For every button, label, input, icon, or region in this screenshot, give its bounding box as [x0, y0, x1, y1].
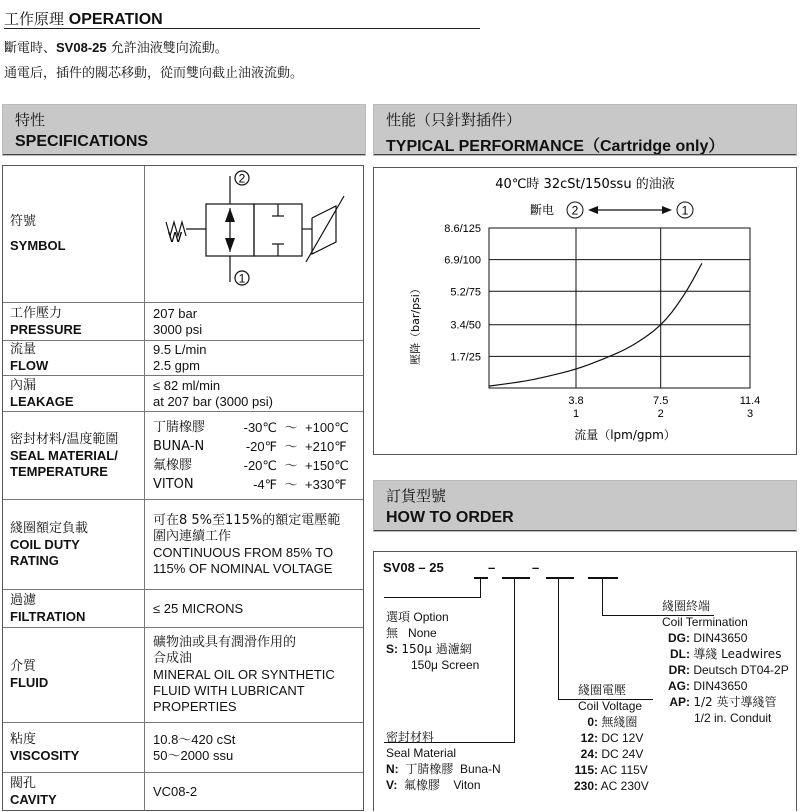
spec-label-viscosity-en: VISCOSITY — [10, 747, 80, 763]
seal-low: -30℃ — [243, 419, 277, 435]
seal-sep: ～ — [284, 457, 298, 473]
seal-v-en: Viton — [453, 778, 481, 792]
leader-option-h — [384, 597, 481, 598]
spec-value-seal — [153, 412, 359, 499]
coil-en-1: CONTINUOUS FROM 85% TO — [153, 544, 334, 560]
spec-label-symbol-en: SYMBOL — [10, 238, 66, 253]
spec-header-en: SPECIFICATIONS — [15, 133, 149, 150]
seal-high: +100℃ — [305, 419, 349, 435]
order-dash-2: – — [532, 560, 540, 575]
term-code: DR: — [668, 663, 690, 677]
seal-high: +330℉ — [305, 476, 347, 492]
seal-name: 氟橡膠 — [153, 457, 193, 473]
spec-label-viscosity — [3, 723, 145, 772]
voltage-code: 24: — [580, 747, 598, 761]
option-title-en: Option — [413, 610, 449, 624]
spec-label-seal-zh: 密封材料/温度範圍 — [10, 431, 119, 447]
option-title — [386, 610, 449, 625]
seal-title-zh — [386, 730, 434, 745]
spec-value-flow — [153, 341, 359, 375]
spec-label-filtration-zh: 過濾 — [10, 592, 37, 608]
chart-xtick-label-gpm: 1 — [572, 408, 580, 420]
voltage-title-en: Coil Voltage — [578, 699, 643, 713]
term-code: AG: — [668, 679, 690, 693]
term-title-zh-text: 綫圈終端 — [662, 599, 711, 613]
flow-lpm: 9.5 L/min — [153, 342, 207, 357]
spec-value-cavity — [153, 773, 359, 811]
spec-label-symbol-zh: 符號 — [10, 214, 37, 229]
option-s-code: S: — [386, 642, 398, 656]
seal-low: -20℉ — [245, 438, 277, 454]
operation-title-en: OPERATION — [68, 11, 163, 28]
spec-value-filtration — [153, 590, 359, 627]
leader-option-v — [480, 577, 481, 597]
seal-title-zh-text: 密封材料 — [386, 730, 435, 744]
term-item — [656, 695, 776, 710]
seal-row — [153, 418, 359, 437]
operation-line-1-prefix: 斷電時、 — [4, 41, 57, 56]
spec-label-cavity-en: CAVITY — [10, 792, 57, 807]
fluid-en-2: FLUID WITH LUBRICANT — [153, 683, 305, 698]
option-none — [386, 626, 437, 641]
operation-line-1 — [4, 37, 228, 56]
option-none-en: None — [408, 626, 437, 640]
viscosity-cst: 10.8～420 cSt — [153, 731, 236, 747]
spec-row-leakage — [3, 376, 363, 412]
spec-label-fluid — [3, 628, 145, 722]
flow-port-from: 2 — [571, 203, 579, 218]
spec-label-pressure-zh: 工作壓力 — [10, 305, 63, 321]
option-s-zh: 150μ 過濾網 — [401, 642, 472, 656]
spec-label-viscosity-zh: 粘度 — [10, 731, 37, 747]
term-title-en: Coil Termination — [662, 615, 748, 629]
order-dash-1: – — [488, 560, 496, 575]
spec-label-filtration — [3, 590, 145, 627]
term-item — [656, 663, 789, 678]
chart-ylabel: 壓降（bar/psi） — [409, 283, 422, 365]
operation-title-zh: 工作原理 — [4, 10, 65, 28]
spec-label-leakage — [3, 376, 145, 411]
performance-chart — [374, 168, 796, 454]
voltage-title-zh — [578, 683, 626, 698]
spec-header — [2, 104, 366, 156]
spec-label-pressure-en: PRESSURE — [10, 321, 82, 337]
performance-panel — [373, 167, 797, 455]
spec-label-fluid-en: FLUID — [10, 675, 49, 690]
term-item — [656, 647, 781, 662]
term-item — [656, 631, 747, 646]
chart-flow-note: 斷电 — [529, 203, 554, 217]
leakage-rate: ≤ 82 ml/min — [153, 377, 221, 393]
spec-label-flow-zh: 流量 — [10, 342, 37, 357]
perf-header — [373, 104, 797, 156]
term-label: DIN43650 — [693, 631, 748, 645]
fluid-zh-2: 合成油 — [153, 651, 193, 666]
pressure-bar: 207 bar — [153, 305, 198, 321]
flow-port-to: 1 — [681, 203, 689, 218]
fluid-en-1: MINERAL OIL OR SYNTHETIC — [153, 667, 335, 682]
spec-label-coil-zh: 綫圈額定負載 — [10, 520, 89, 536]
chart-xtick-label-gpm: 3 — [746, 408, 754, 420]
seal-sep: ～ — [284, 476, 298, 492]
operation-line-2: 通電后，插件的閥芯移動，從而雙向截止油液流動。 — [4, 66, 304, 81]
voltage-code: 115: — [574, 763, 598, 777]
spec-row-flow — [3, 341, 363, 376]
spec-row-pressure — [3, 303, 363, 341]
coil-zh-1: 可在8 5%至115%的額定電壓範 — [153, 512, 341, 528]
chart-ytick-label: 8.6/125 — [444, 223, 481, 235]
spec-row-symbol — [3, 166, 363, 303]
voltage-label: DC 24V — [601, 747, 644, 761]
spec-label-cavity-zh: 閥孔 — [10, 776, 37, 791]
seal-low: -20℃ — [243, 457, 277, 473]
spec-label-seal — [3, 412, 145, 499]
seal-v-zh: 氟橡膠 — [404, 778, 441, 792]
seal-name: BUNA-N — [153, 438, 205, 454]
voltage-code: 230: — [573, 779, 598, 793]
voltage-item — [560, 731, 643, 746]
chart-xlabel: 流量（lpm/gpm） — [574, 428, 676, 442]
chart-ytick-label: 1.7/25 — [450, 351, 481, 364]
chart-plot-area — [444, 223, 760, 420]
seal-sep: ～ — [284, 419, 298, 435]
order-header-zh: 訂貨型號 — [386, 487, 447, 505]
term-label: DIN43650 — [693, 679, 748, 693]
option-s-en: 150μ Screen — [411, 658, 480, 672]
chart-xtick-label-gpm: 2 — [657, 408, 664, 420]
term-item — [656, 679, 747, 694]
chart-xtick-label-lpm: 7.5 — [653, 395, 669, 407]
spec-row-filtration — [3, 590, 363, 628]
voltage-label: 無綫圈 — [601, 715, 638, 729]
option-s — [386, 642, 472, 657]
seal-n — [386, 762, 501, 777]
fluid-en-3: PROPERTIES — [153, 699, 237, 714]
term-title-zh — [662, 599, 710, 614]
term-code: DL: — [670, 647, 690, 661]
voltage-item — [560, 779, 649, 794]
seal-n-zh: 丁腈橡膠 — [405, 762, 454, 776]
seal-v-code: V: — [386, 778, 398, 792]
perf-header-zh: 性能（只針對插件） — [386, 111, 522, 129]
voltage-item — [560, 715, 637, 730]
spec-label-symbol — [3, 166, 145, 302]
seal-row — [153, 475, 359, 494]
voltage-code: 0: — [587, 715, 598, 729]
leader-term-v — [602, 577, 603, 615]
operation-model: SV08-25 — [56, 40, 107, 55]
spec-label-leakage-zh: 內漏 — [10, 377, 37, 393]
option-none-zh: 無 — [386, 626, 399, 640]
flow-arrow-left-icon — [588, 206, 598, 214]
coil-zh-2: 圍內連續工作 — [153, 528, 232, 544]
voltage-label: AC 115V — [600, 763, 648, 777]
spec-value-viscosity — [153, 723, 359, 772]
spec-row-cavity — [3, 773, 363, 811]
perf-header-rule — [374, 154, 796, 155]
spec-table — [2, 165, 364, 811]
spec-label-coil — [3, 500, 145, 589]
symbol-port-top: 2 — [238, 171, 246, 186]
term-label: Deutsch DT04-2P — [693, 663, 789, 677]
seal-v — [386, 778, 481, 793]
spec-label-cavity — [3, 773, 145, 811]
voltage-title-zh-text: 綫圈電壓 — [578, 683, 627, 697]
voltage-item — [560, 747, 643, 762]
code-slot-option — [474, 577, 488, 579]
fluid-zh-1: 礦物油或具有潤滑作用的 — [153, 635, 297, 650]
operation-line-1-suffix: 允許油液雙向流動。 — [106, 41, 228, 56]
chart-frame — [489, 228, 750, 388]
order-header — [373, 480, 797, 532]
chart-xtick-label-lpm: 11.4 — [739, 395, 761, 407]
seal-n-code: N: — [386, 762, 399, 776]
seal-title-en: Seal Material — [386, 746, 457, 760]
voltage-code: 12: — [580, 731, 598, 745]
seal-row — [153, 437, 359, 456]
order-header-en: HOW TO ORDER — [386, 509, 514, 526]
flow-arrow-right-icon — [662, 206, 672, 214]
spec-value-fluid — [153, 628, 359, 722]
seal-n-en: Buna-N — [460, 762, 501, 776]
seal-sep: ～ — [284, 438, 298, 454]
chart-title: 40℃時 32cSt/150ssu 的油液 — [495, 177, 675, 192]
voltage-item — [560, 763, 648, 778]
term-label: 1/2 英寸導綫管 — [693, 695, 777, 709]
spec-header-rule — [3, 154, 365, 155]
order-model: SV08 – 25 — [383, 560, 444, 575]
spec-label-seal-en1: SEAL MATERIAL/ — [10, 447, 118, 463]
term-code: DG: — [668, 631, 690, 645]
order-header-rule — [374, 530, 796, 531]
spec-label-pressure — [3, 303, 145, 340]
chart-ytick-label: 3.4/50 — [450, 319, 481, 332]
leader-voltage-v — [558, 577, 559, 699]
term-ap-en: 1/2 in. Conduit — [694, 711, 772, 725]
order-panel — [373, 551, 797, 811]
operation-title — [4, 8, 163, 29]
term-code: AP: — [669, 695, 690, 709]
leakage-condition: at 207 bar (3000 psi) — [153, 393, 273, 409]
filtration-value: ≤ 25 MICRONS — [153, 600, 244, 616]
seal-low: -4℉ — [253, 476, 277, 492]
seal-name: 丁腈橡膠 — [153, 419, 206, 435]
spec-label-flow — [3, 341, 145, 375]
cavity-value: VC08-2 — [153, 784, 198, 799]
spec-row-fluid — [3, 628, 363, 723]
coil-en-2: 115% OF NOMINAL VOLTAGE — [153, 560, 333, 576]
seal-row — [153, 456, 359, 475]
voltage-label: DC 12V — [601, 731, 644, 745]
operation-rule — [4, 28, 480, 29]
spec-label-filtration-en: FILTRATION — [10, 608, 86, 624]
chart-ytick-label: 6.9/100 — [444, 254, 481, 267]
chart-ytick-label: 5.2/75 — [450, 286, 481, 299]
flow-gpm: 2.5 gpm — [153, 358, 200, 373]
spec-label-fluid-zh: 介質 — [10, 659, 37, 674]
symbol-spring-letter: W — [168, 229, 183, 246]
spec-row-seal — [3, 412, 363, 500]
spec-label-coil-en2: RATING — [10, 552, 59, 568]
code-slot-seal — [502, 577, 530, 579]
spec-header-zh: 特性 — [15, 111, 46, 129]
symbol-port-bottom: 1 — [238, 271, 246, 286]
spec-label-leakage-en: LEAKAGE — [10, 393, 74, 409]
spec-value-pressure — [153, 303, 359, 340]
seal-high: +210℉ — [305, 438, 347, 454]
spec-label-coil-en1: COIL DUTY — [10, 536, 80, 552]
spec-row-viscosity — [3, 723, 363, 773]
spec-value-coil — [153, 500, 359, 589]
option-title-zh: 選項 — [386, 610, 411, 624]
spec-row-coil — [3, 500, 363, 590]
code-slot-voltage — [546, 577, 574, 579]
seal-high: +150℃ — [305, 457, 349, 473]
viscosity-ssu: 50～2000 ssu — [153, 747, 234, 763]
seal-name: VITON — [153, 476, 194, 492]
pressure-psi: 3000 psi — [153, 321, 203, 337]
voltage-label: AC 230V — [600, 779, 649, 793]
valve-symbol-icon — [146, 166, 362, 302]
spec-value-leakage — [153, 376, 359, 411]
leader-seal-v — [514, 577, 515, 742]
code-slot-termination — [588, 577, 618, 579]
chart-xtick-label-lpm: 3.8 — [568, 395, 584, 407]
perf-header-en: TYPICAL PERFORMANCE（Cartridge only） — [386, 138, 725, 155]
spec-label-flow-en: FLOW — [10, 358, 49, 373]
spec-label-seal-en2: TEMPERATURE — [10, 463, 108, 479]
term-label: 導綫 Leadwires — [693, 647, 782, 661]
